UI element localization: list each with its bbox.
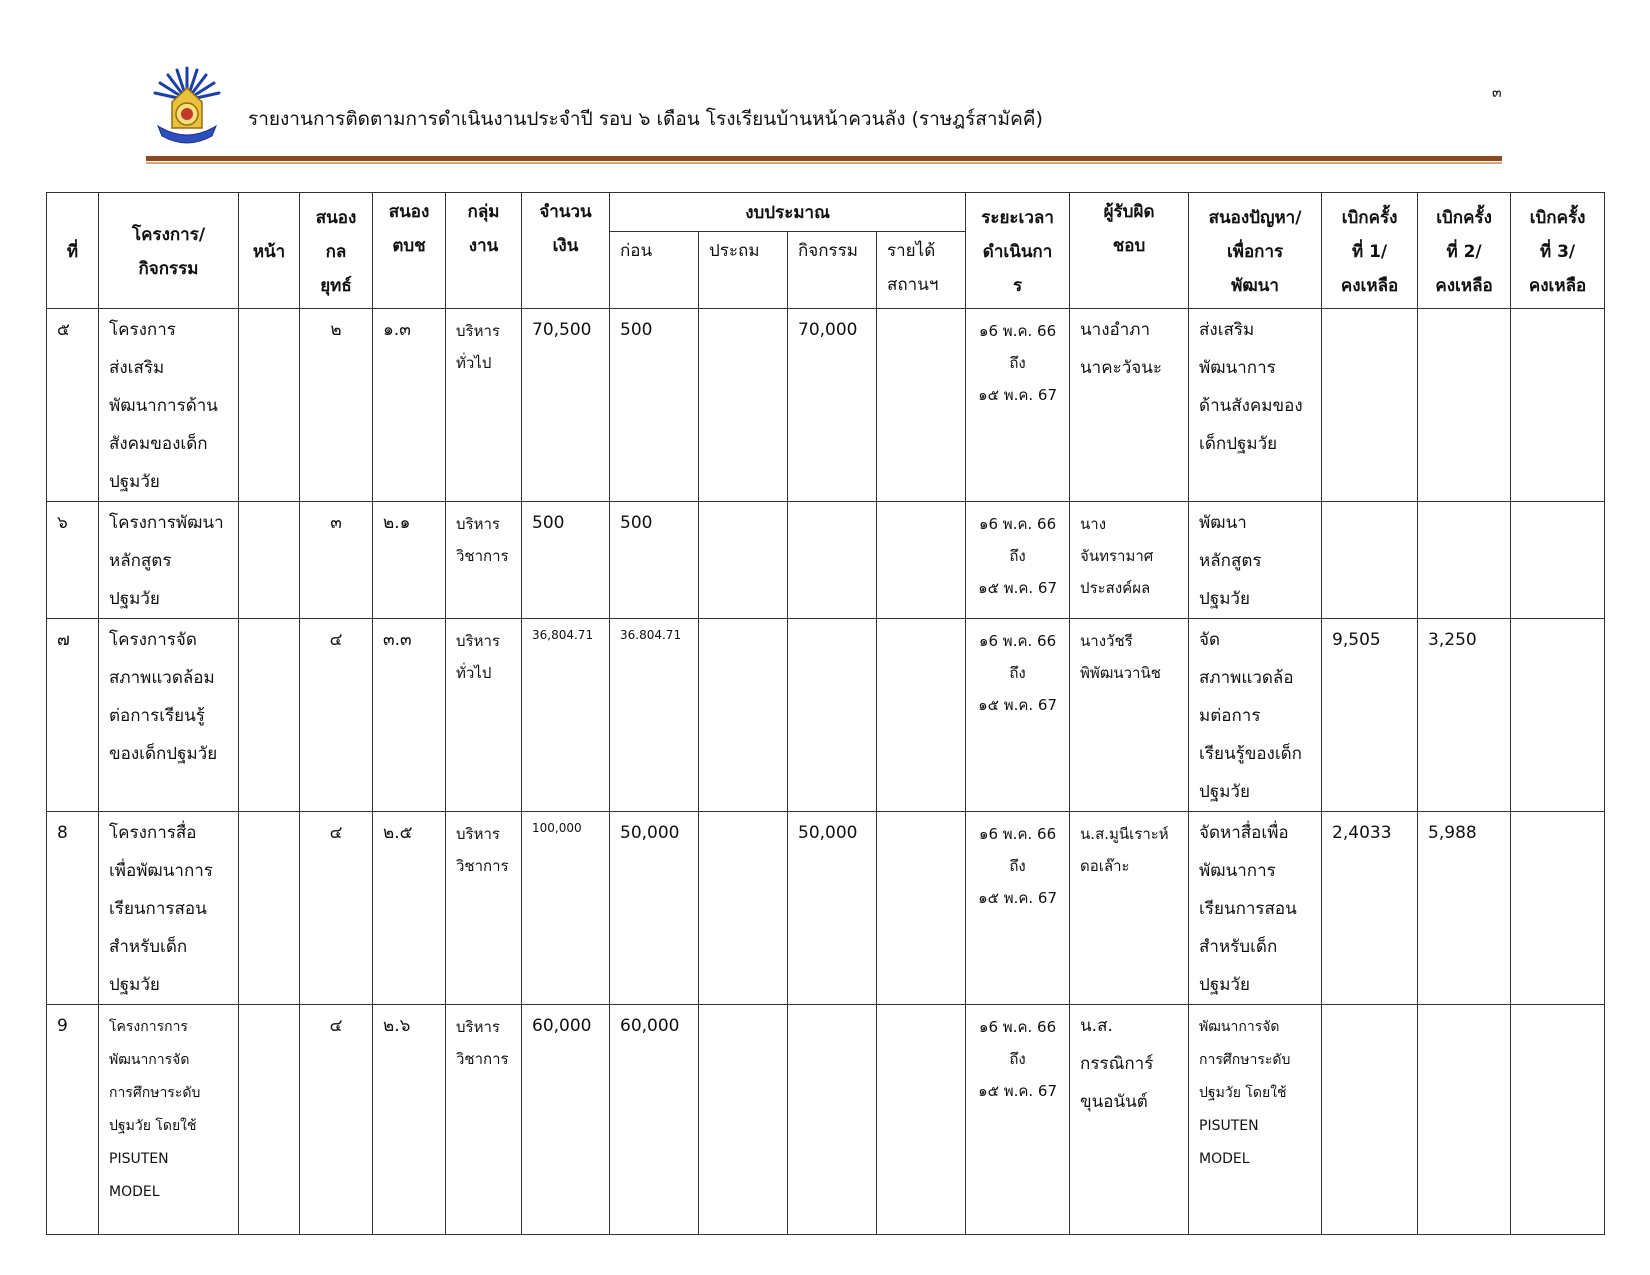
cell-draw-1 xyxy=(1322,309,1418,502)
cell-budget-income xyxy=(877,309,966,502)
school-logo xyxy=(150,66,224,146)
cell-budget-activity: 50,000 xyxy=(788,812,877,1005)
cell-indicator: ๓.๓ xyxy=(373,619,446,812)
table-row xyxy=(47,309,1605,502)
cell-page xyxy=(239,1005,300,1235)
cell-budget-income xyxy=(877,502,966,619)
col-header-draw-3: เบิกครั้ง ที่ 3/ คงเหลือ xyxy=(1511,193,1605,309)
cell-group: บริหาร วิชาการ xyxy=(446,812,522,1005)
col-header-group: กลุ่ม งาน xyxy=(446,193,522,309)
cell-no: ๕ xyxy=(47,309,99,502)
cell-group: บริหาร ทั่วไป xyxy=(446,309,522,502)
cell-budget-income xyxy=(877,1005,966,1235)
cell-amount: 60,000 xyxy=(522,1005,610,1235)
cell-budget-activity: 70,000 xyxy=(788,309,877,502)
cell-project: โครงการการ พัฒนาการจัด การศึกษาระดับ ปฐมวัย โดยใช้ PISUTEN MODEL xyxy=(99,1005,239,1235)
cell-page xyxy=(239,619,300,812)
cell-page xyxy=(239,309,300,502)
cell-draw-1 xyxy=(1322,502,1418,619)
cell-responsible: นาง จันทรามาศ ประสงค์ผล xyxy=(1070,502,1189,619)
cell-draw-2: 3,250 xyxy=(1418,619,1511,812)
cell-project: โครงการพัฒนา หลักสูตร ปฐมวัย xyxy=(99,502,239,619)
cell-amount: 36,804.71 xyxy=(522,619,610,812)
cell-no: 8 xyxy=(47,812,99,1005)
cell-amount: 70,500 xyxy=(522,309,610,502)
cell-amount: 500 xyxy=(522,502,610,619)
col-header-amount: จำนวน เงิน xyxy=(522,193,610,309)
cell-page xyxy=(239,812,300,1005)
cell-budget-activity xyxy=(788,1005,877,1235)
cell-budget-activity xyxy=(788,619,877,812)
cell-budget-pre: 60,000 xyxy=(610,1005,699,1235)
cell-budget-income xyxy=(877,812,966,1005)
table-row xyxy=(47,619,1605,812)
col-header-budget-activity: กิจกรรม xyxy=(788,232,877,309)
col-header-budget-income: รายได้ สถานฯ xyxy=(877,232,966,309)
cell-problem: ส่งเสริม พัฒนาการ ด้านสังคมของ เด็กปฐมวัย xyxy=(1189,309,1322,502)
cell-responsible: น.ส. กรรณิการ์ ขุนอนันต์ xyxy=(1070,1005,1189,1235)
cell-project: โครงการสื่อ เพื่อพัฒนาการ เรียนการสอน สำหรับเด็ก ปฐมวัย xyxy=(99,812,239,1005)
cell-period: ๑6 พ.ค. 66 ถึง ๑๕ พ.ค. 67 xyxy=(966,1005,1070,1235)
cell-responsible: น.ส.มูนีเราะห์ ดอเล๊าะ xyxy=(1070,812,1189,1005)
cell-period: ๑6 พ.ค. 66 ถึง ๑๕ พ.ค. 67 xyxy=(966,502,1070,619)
header-divider xyxy=(146,156,1502,161)
col-header-budget-primary: ประถม xyxy=(699,232,788,309)
project-report-table xyxy=(46,192,1605,1235)
cell-budget-primary xyxy=(699,812,788,1005)
cell-period: ๑6 พ.ค. 66 ถึง ๑๕ พ.ค. 67 xyxy=(966,309,1070,502)
cell-strategy: ๔ xyxy=(300,619,373,812)
cell-indicator: ๒.๑ xyxy=(373,502,446,619)
col-header-problem: สนองปัญหา/ เพื่อการ พัฒนา xyxy=(1189,193,1322,309)
cell-period: ๑6 พ.ค. 66 ถึง ๑๕ พ.ค. 67 xyxy=(966,619,1070,812)
cell-budget-income xyxy=(877,619,966,812)
col-header-strategy: สนอง กล ยุทธ์ xyxy=(300,193,373,309)
cell-page xyxy=(239,502,300,619)
col-header-budget: งบประมาณ xyxy=(610,193,966,232)
cell-no: ๖ xyxy=(47,502,99,619)
col-header-draw-2: เบิกครั้ง ที่ 2/ คงเหลือ xyxy=(1418,193,1511,309)
cell-draw-2: 5,988 xyxy=(1418,812,1511,1005)
cell-responsible: นางอำภา นาคะวัจนะ xyxy=(1070,309,1189,502)
cell-period: ๑6 พ.ค. 66 ถึง ๑๕ พ.ค. 67 xyxy=(966,812,1070,1005)
cell-indicator: ๒.๕ xyxy=(373,812,446,1005)
cell-draw-3 xyxy=(1511,812,1605,1005)
col-header-page: หน้า xyxy=(239,193,300,309)
cell-strategy: ๓ xyxy=(300,502,373,619)
cell-no: ๗ xyxy=(47,619,99,812)
cell-budget-primary xyxy=(699,309,788,502)
cell-draw-1: 9,505 xyxy=(1322,619,1418,812)
cell-draw-2 xyxy=(1418,1005,1511,1235)
cell-problem: พัฒนา หลักสูตร ปฐมวัย xyxy=(1189,502,1322,619)
cell-group: บริหาร ทั่วไป xyxy=(446,619,522,812)
col-header-indicator: สนอง ตบช xyxy=(373,193,446,309)
cell-draw-3 xyxy=(1511,309,1605,502)
cell-indicator: ๑.๓ xyxy=(373,309,446,502)
cell-strategy: ๔ xyxy=(300,812,373,1005)
cell-budget-pre: 50,000 xyxy=(610,812,699,1005)
col-header-no: ที่ xyxy=(47,193,99,309)
cell-budget-primary xyxy=(699,1005,788,1235)
col-header-responsible: ผู้รับผิด ชอบ xyxy=(1070,193,1189,309)
cell-draw-2 xyxy=(1418,502,1511,619)
cell-draw-3 xyxy=(1511,619,1605,812)
cell-draw-2 xyxy=(1418,309,1511,502)
cell-budget-pre: 36.804.71 xyxy=(610,619,699,812)
cell-responsible: นางวัชรี พิพัฒนวานิช xyxy=(1070,619,1189,812)
cell-budget-pre: 500 xyxy=(610,502,699,619)
col-header-draw-1: เบิกครั้ง ที่ 1/ คงเหลือ xyxy=(1322,193,1418,309)
cell-budget-activity xyxy=(788,502,877,619)
cell-draw-1: 2,4033 xyxy=(1322,812,1418,1005)
cell-problem: จัดหาสื่อเพื่อ พัฒนาการ เรียนการสอน สำหรับเด็ก ปฐมวัย xyxy=(1189,812,1322,1005)
cell-draw-3 xyxy=(1511,1005,1605,1235)
cell-budget-primary xyxy=(699,619,788,812)
cell-draw-3 xyxy=(1511,502,1605,619)
cell-strategy: ๔ xyxy=(300,1005,373,1235)
col-header-budget-pre: ก่อน xyxy=(610,232,699,309)
page-number: ๓ xyxy=(1492,85,1502,101)
cell-no: 9 xyxy=(47,1005,99,1235)
header-divider-accent xyxy=(146,162,1502,164)
table-row xyxy=(47,812,1605,1005)
cell-strategy: ๒ xyxy=(300,309,373,502)
cell-budget-pre: 500 xyxy=(610,309,699,502)
document-title: รายงานการติดตามการดำเนินงานประจำปี รอบ ๖ เดือน โรงเรียนบ้านหน้าควนลัง (ราษฎร์สามัคคี) xyxy=(248,108,1043,130)
cell-budget-primary xyxy=(699,502,788,619)
cell-project: โครงการ ส่งเสริม พัฒนาการด้าน สังคมของเด็ก ปฐมวัย xyxy=(99,309,239,502)
cell-project: โครงการจัด สภาพแวดล้อม ต่อการเรียนรู้ ของเด็กปฐมวัย xyxy=(99,619,239,812)
cell-indicator: ๒.๖ xyxy=(373,1005,446,1235)
table-row xyxy=(47,502,1605,619)
cell-problem: พัฒนาการจัด การศึกษาระดับ ปฐมวัย โดยใช้ PISUTEN MODEL xyxy=(1189,1005,1322,1235)
cell-draw-1 xyxy=(1322,1005,1418,1235)
col-header-period: ระยะเวลา ดำเนินกา ร xyxy=(966,193,1070,309)
col-header-project: โครงการ/ กิจกรรม xyxy=(99,193,239,309)
table-row xyxy=(47,1005,1605,1235)
cell-group: บริหาร วิชาการ xyxy=(446,1005,522,1235)
cell-group: บริหาร วิชาการ xyxy=(446,502,522,619)
cell-amount: 100,000 xyxy=(522,812,610,1005)
cell-problem: จัด สภาพแวดล้อ มต่อการ เรียนรู้ของเด็ก ปฐมวัย xyxy=(1189,619,1322,812)
